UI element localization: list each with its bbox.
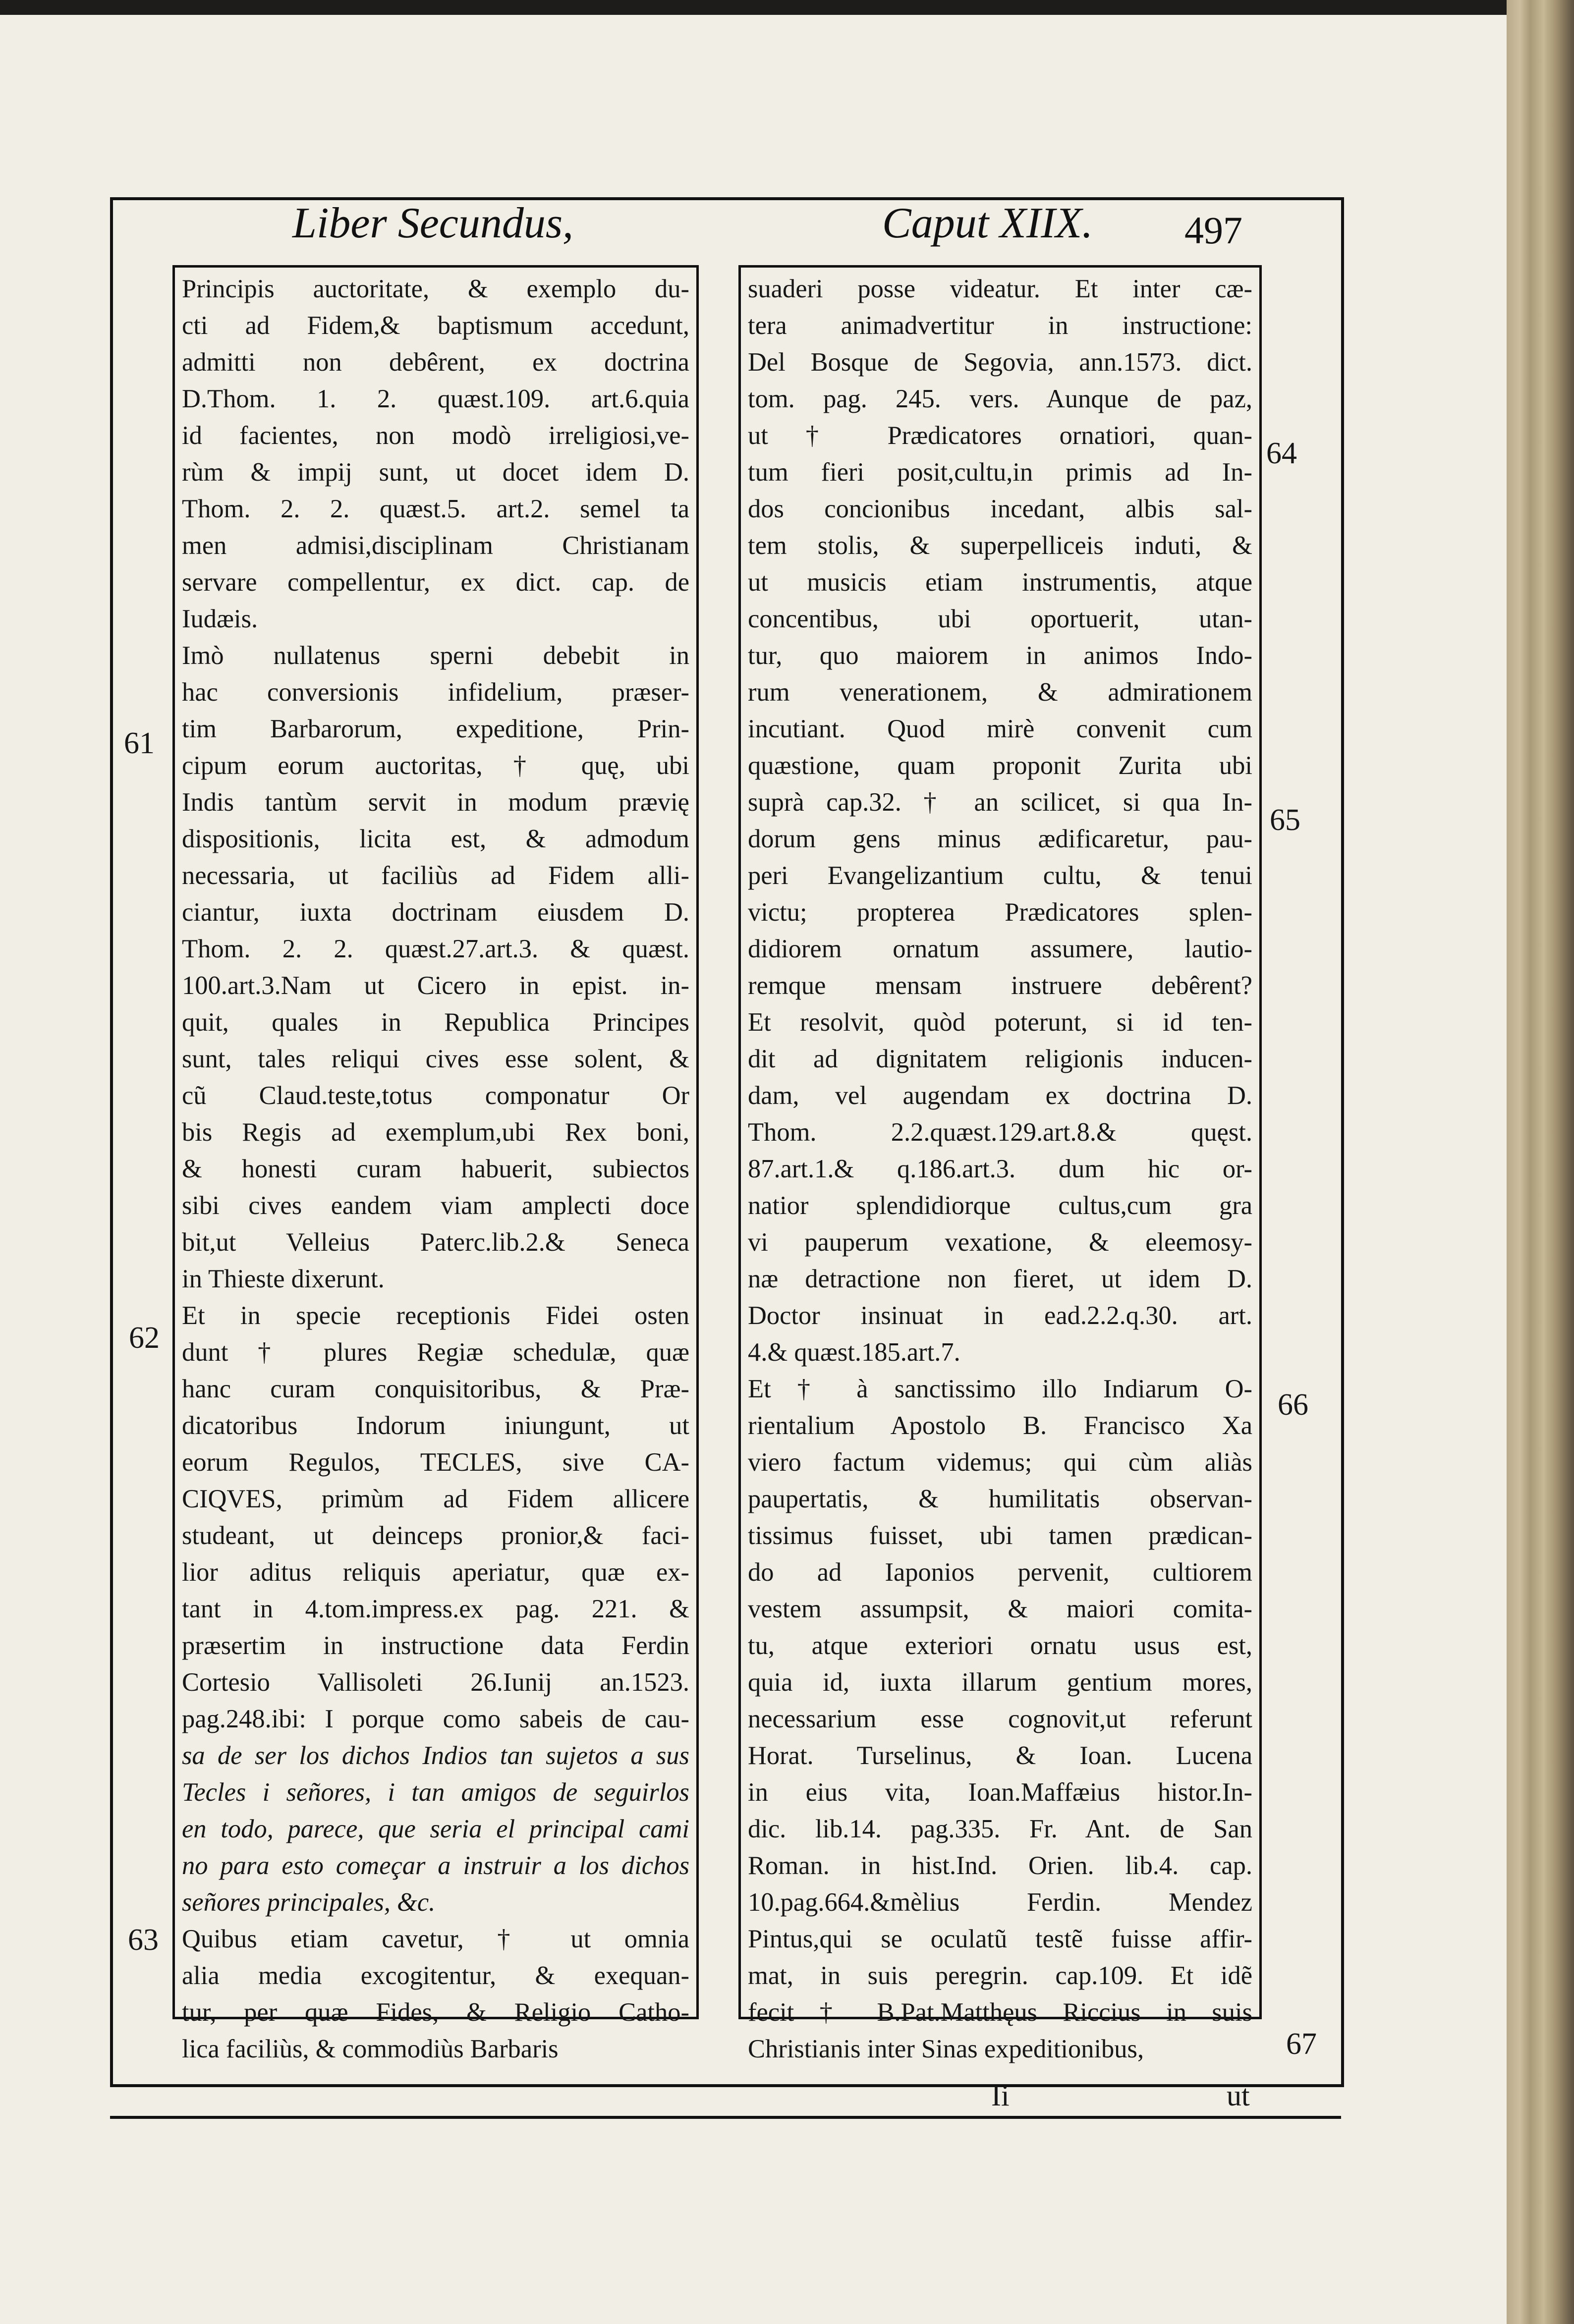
- left-column-line: CIQVES, primùm ad Fidem allicere: [182, 1485, 689, 1513]
- left-column-line: rùm & impij sunt, ut docet idem D.: [182, 458, 689, 487]
- right-column-line: do ad Iaponios pervenit, cultiorem: [748, 1558, 1252, 1587]
- left-column: [172, 265, 699, 2063]
- left-column-line: necessaria, ut faciliùs ad Fidem alli-: [182, 861, 689, 890]
- left-column-line: dunt † plures Regiæ schedulæ, quæ: [182, 1338, 689, 1367]
- left-column-line: Iudæis.: [182, 605, 258, 633]
- right-column-line: Horat. Turselinus, & Ioan. Lucena: [748, 1741, 1252, 1770]
- right-column-line: Christianis inter Sinas expeditionibus,: [748, 2035, 1144, 2063]
- right-column-line: Roman. in hist.Ind. Orien. lib.4. cap.: [748, 1851, 1252, 1880]
- right-column-line: natior splendidiorque cultus,cum gra: [748, 1191, 1252, 1220]
- left-column-line: no para esto começar a instruir a los dichos: [182, 1851, 689, 1880]
- left-column-line: sibi cives eandem viam amplecti doce: [182, 1191, 689, 1220]
- left-column-line: dicatoribus Indorum iniungunt, ut: [182, 1411, 689, 1440]
- left-column-line: tim Barbarorum, expeditione, Prin-: [182, 715, 689, 743]
- right-column-line: ut † Prædicatores ornatiori, quan-: [748, 421, 1252, 450]
- left-column-line: D.Thom. 1. 2. quæst.109. art.6.quia: [182, 385, 689, 413]
- left-column-line: Cortesio Vallisoleti 26.Iunij an.1523.: [182, 1668, 689, 1697]
- left-column-line: studeant, ut deinceps pronior,& faci-: [182, 1521, 689, 1550]
- left-column-line: quit, quales in Republica Principes: [182, 1008, 689, 1037]
- left-column-line: cũ Claud.teste,totus componatur Or: [182, 1081, 689, 1110]
- right-column-line: rientalium Apostolo B. Francisco Xa: [748, 1411, 1252, 1440]
- right-column-line: quia id, iuxta illarum gentium mores,: [748, 1668, 1252, 1697]
- left-column-line: admitti non debêrent, ex doctrina: [182, 348, 689, 377]
- left-column-line: præsertim in instructione data Ferdin: [182, 1631, 689, 1660]
- right-column-line: didiorem ornatum assumere, lautio-: [748, 935, 1252, 963]
- right-column-line: suaderi posse videatur. Et inter cæ-: [748, 275, 1252, 303]
- right-column-line: ut musicis etiam instrumentis, atque: [748, 568, 1252, 597]
- left-column-line: alia media excogitentur, & exequan-: [182, 1961, 689, 1990]
- left-column-line: tant in 4.tom.impress.ex pag. 221. &: [182, 1595, 689, 1623]
- left-column-line: cti ad Fidem,& baptismum accedunt,: [182, 311, 689, 340]
- right-column-line: concentibus, ubi oportuerit, utan-: [748, 605, 1252, 633]
- right-column-line: remque mensam instruere debêrent?: [748, 971, 1252, 1000]
- right-column-line: tum fieri posit,cultu,in primis ad In-: [748, 458, 1252, 487]
- left-column-line: bis Regis ad exemplum,ubi Rex boni,: [182, 1118, 689, 1147]
- running-title-right: Caput XIIX.: [882, 199, 1093, 247]
- right-column-line: 10.pag.664.&mèlius Ferdin. Mendez: [748, 1888, 1252, 1917]
- right-column-line: rum venerationem, & admirationem: [748, 678, 1252, 707]
- left-column-line: bit,ut Velleius Paterc.lib.2.& Seneca: [182, 1228, 689, 1257]
- right-column-line: dorum gens minus ædificaretur, pau-: [748, 825, 1252, 853]
- left-column-line: señores principales, &c.: [182, 1888, 436, 1917]
- right-column-line: necessarium esse cognovit,ut referunt: [748, 1705, 1252, 1733]
- left-column-line: Et in specie receptionis Fidei osten: [182, 1301, 689, 1330]
- left-column-line: lior aditus reliquis aperiatur, quæ ex-: [182, 1558, 689, 1587]
- right-column-line: incutiant. Quod mirè convenit cum: [748, 715, 1252, 743]
- left-column-line: sunt, tales reliqui cives esse solent, &: [182, 1045, 689, 1073]
- right-column-text: [748, 271, 1252, 2067]
- book-page-edge: [1507, 0, 1574, 2324]
- right-column-line: dam, vel augendam ex doctrina D.: [748, 1081, 1252, 1110]
- right-column-line: vestem assumpsit, & maiori comita-: [748, 1595, 1252, 1623]
- right-column-line: 4.& quæst.185.art.7.: [748, 1338, 960, 1367]
- right-column-line: tera animadvertitur in instructione:: [748, 311, 1252, 340]
- left-column-line: Tecles i señores, i tan amigos de seguirlos: [182, 1778, 689, 1807]
- margin-number-63: 63: [128, 1923, 159, 1957]
- right-column: [738, 265, 1262, 2063]
- right-column-line: mat, in suis peregrin. cap.109. Et idẽ: [748, 1961, 1252, 1990]
- right-column-line: Doctor insinuat in ead.2.2.q.30. art.: [748, 1301, 1252, 1330]
- left-column-line: ciantur, iuxta doctrinam eiusdem D.: [182, 898, 689, 927]
- right-column-line: suprà cap.32. † an scilicet, si qua In-: [748, 788, 1252, 817]
- right-column-line: Del Bosque de Segovia, ann.1573. dict.: [748, 348, 1252, 377]
- right-column-line: tem stolis, & superpelliceis induti, &: [748, 531, 1252, 560]
- right-column-line: Pintus,qui se oculatũ testẽ fuisse affir-: [748, 1925, 1252, 1953]
- left-column-line: Imò nullatenus sperni debebit in: [182, 641, 689, 670]
- right-column-line: Et resolvit, quòd poterunt, si id ten-: [748, 1008, 1252, 1037]
- margin-number-66: 66: [1278, 1388, 1308, 1422]
- right-column-line: 87.art.1.& q.186.art.3. dum hic or-: [748, 1155, 1252, 1183]
- right-column-line: tom. pag. 245. vers. Aunque de paz,: [748, 385, 1252, 413]
- right-column-line: viero factum videmus; qui cùm aliàs: [748, 1448, 1252, 1477]
- right-column-line: tissimus fuisset, ubi tamen prædican-: [748, 1521, 1252, 1550]
- right-column-line: tur, quo maiorem in animos Indo-: [748, 641, 1252, 670]
- right-column-line: quæstione, quam proponit Zurita ubi: [748, 751, 1252, 780]
- left-column-line: en todo, parece, que seria el principal cami: [182, 1815, 689, 1843]
- right-column-line: dit ad dignitatem religionis inducen-: [748, 1045, 1252, 1073]
- right-column-line: paupertatis, & humilitatis observan-: [748, 1485, 1252, 1513]
- right-column-line: Et † à sanctissimo illo Indiarum O-: [748, 1375, 1252, 1403]
- right-column-line: næ detractione non fieret, ut idem D.: [748, 1265, 1252, 1293]
- right-column-line: peri Evangelizantium cultu, & tenui: [748, 861, 1252, 890]
- left-column-line: Quibus etiam cavetur, † ut omnia: [182, 1925, 689, 1953]
- left-column-line: pag.248.ibi: I porque como sabeis de cau-: [182, 1705, 689, 1733]
- margin-number-64: 64: [1266, 437, 1297, 470]
- right-column-line: vi pauperum vexatione, & eleemosy-: [748, 1228, 1252, 1257]
- catchword: ut: [1227, 2079, 1250, 2112]
- left-column-line: Principis auctoritate, & exemplo du-: [182, 275, 689, 303]
- footer-rule: [110, 2116, 1341, 2119]
- right-column-line: dos concionibus incedant, albis sal-: [748, 495, 1252, 523]
- running-title-left: Liber Secundus,: [292, 199, 574, 247]
- right-column-line: victu; propterea Prædicatores splen-: [748, 898, 1252, 927]
- right-column-line: dic. lib.14. pag.335. Fr. Ant. de San: [748, 1815, 1252, 1843]
- right-column-line: fecit † B.Pat.Matthęus Riccius in suis: [748, 1998, 1252, 2027]
- margin-number-67: 67: [1286, 2027, 1317, 2061]
- left-column-line: sa de ser los dichos Indios tan sujetos a sus: [182, 1741, 689, 1770]
- left-column-text: [182, 271, 689, 2067]
- right-column-line: in eius vita, Ioan.Maffæius histor.In-: [748, 1778, 1252, 1807]
- left-column-line: men admisi,disciplinam Christianam: [182, 531, 689, 560]
- right-column-line: tu, atque exteriori ornatu usus est,: [748, 1631, 1252, 1660]
- left-column-line: lica faciliùs, & commodiùs Barbaris: [182, 2035, 559, 2063]
- page-number: 497: [1184, 209, 1242, 252]
- left-column-line: tur, per quæ Fides, & Religio Catho-: [182, 1998, 689, 2027]
- left-column-line: hac conversionis infidelium, præser-: [182, 678, 689, 707]
- left-column-line: eorum Regulos, TECLES, sive CA-: [182, 1448, 689, 1477]
- left-column-line: id facientes, non modò irreligiosi,ve-: [182, 421, 689, 450]
- left-column-line: 100.art.3.Nam ut Cicero in epist. in-: [182, 971, 689, 1000]
- left-column-line: hanc curam conquisitoribus, & Præ-: [182, 1375, 689, 1403]
- left-column-line: servare compellentur, ex dict. cap. de: [182, 568, 689, 597]
- left-column-line: & honesti curam habuerit, subiectos: [182, 1155, 689, 1183]
- margin-number-61: 61: [124, 726, 155, 760]
- left-column-line: Thom. 2. 2. quæst.5. art.2. semel ta: [182, 495, 689, 523]
- left-column-line: dispositionis, licita est, & admodum: [182, 825, 689, 853]
- left-column-line: in Thieste dixerunt.: [182, 1265, 385, 1293]
- left-column-line: Thom. 2. 2. quæst.27.art.3. & quæst.: [182, 935, 689, 963]
- running-header: [292, 198, 1333, 253]
- margin-number-62: 62: [129, 1321, 160, 1355]
- signature-mark: Ii: [991, 2079, 1010, 2112]
- left-column-line: Indis tantùm servit in modum prævię: [182, 788, 689, 817]
- right-column-line: Thom. 2.2.quæst.129.art.8.& quęst.: [748, 1118, 1252, 1147]
- left-column-line: cipum eorum auctoritas, † quę, ubi: [182, 751, 689, 780]
- margin-number-65: 65: [1270, 803, 1300, 837]
